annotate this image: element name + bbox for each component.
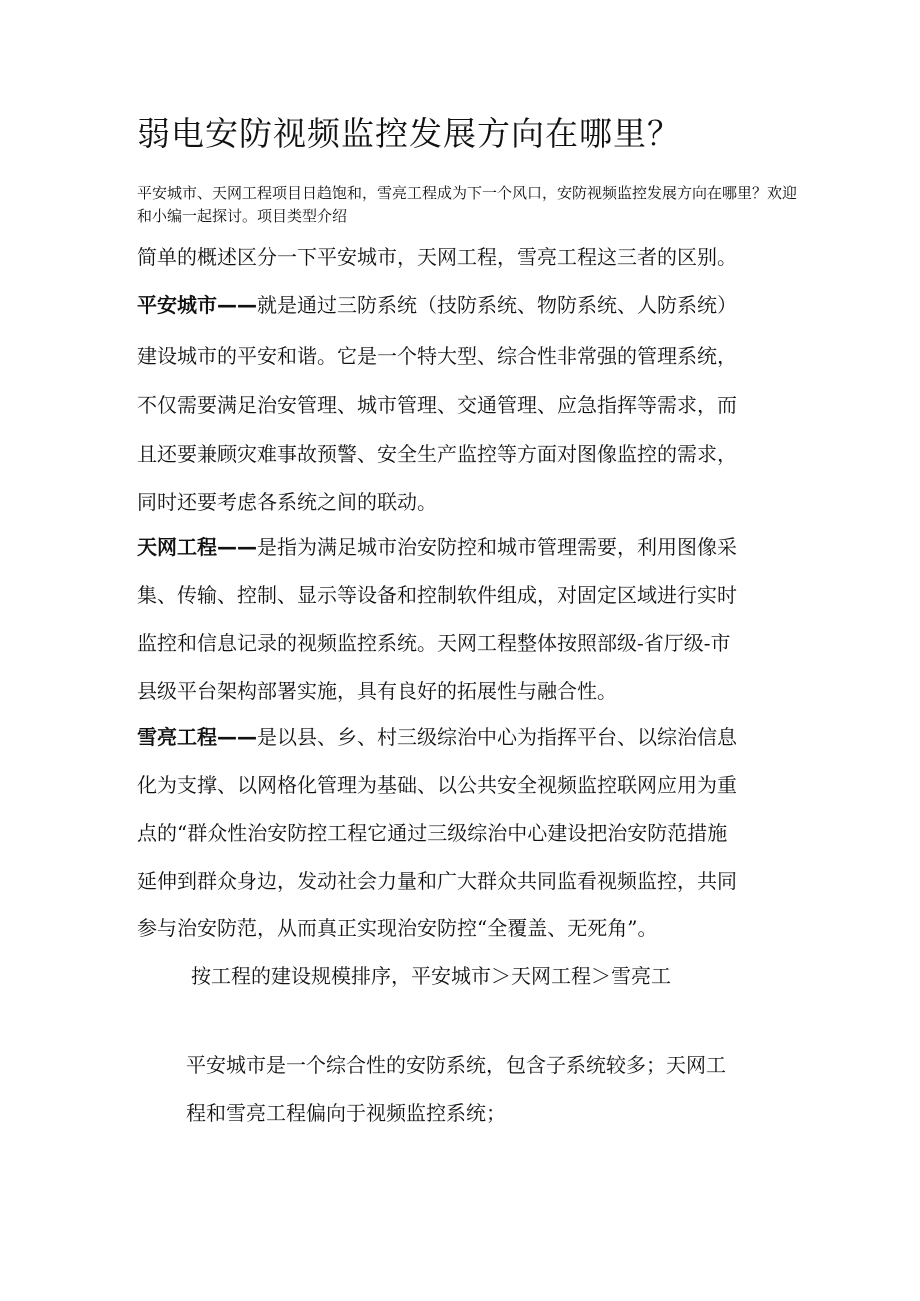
- section-text: 就是通过三防系统（技防系统、物防系统、人防系统）: [257, 293, 737, 317]
- intro-paragraph: 平安城市、天网工程项目日趋饱和，雪亮工程成为下一个风口，安防视频监控发展方向在哪里？欢迎和小编一起探讨。项目类型介绍: [137, 184, 798, 225]
- section-ping-an-line-2: 建设城市的平安和谐。它是一个特大型、综合性非常强的管理系统，: [137, 344, 737, 368]
- term-ping-an-cheng-shi: 平安城市——: [137, 293, 257, 317]
- section-ping-an-line-3: 不仅需要满足治安管理、城市管理、交通管理、应急指挥等需求，而: [137, 393, 737, 417]
- summary-line-1: 平安城市是一个综合性的安防系统，包含子系统较多；天网工: [186, 1053, 726, 1077]
- section-text: 是以县、乡、村三级综治中心为指挥平台、以综治信息: [257, 725, 737, 749]
- section-xue-liang-line-5: 参与治安防范，从而真正实现治安防控“全覆盖、无死角”。: [137, 916, 658, 940]
- section-tian-wang-line-3: 监控和信息记录的视频监控系统。天网工程整体按照部级-省厅级-市: [137, 631, 731, 655]
- section-xue-liang-line-2: 化为支撑、以网格化管理为基础、以公共安全视频监控联网应用为重: [137, 773, 737, 797]
- section-xue-liang-line-4: 延伸到群众身边，发动社会力量和广大群众共同监看视频监控，共同: [137, 869, 737, 893]
- overview-line: 简单的概述区分一下平安城市，天网工程，雪亮工程这三者的区别。: [137, 245, 737, 269]
- term-tian-wang-gong-cheng: 天网工程——: [137, 535, 257, 559]
- section-ping-an-line-1: [137, 290, 737, 320]
- section-xue-liang-line-3: 点的“群众性治安防控工程它通过三级综治中心建设把治安防范措施: [137, 821, 728, 845]
- section-tian-wang-line-1: [137, 532, 737, 562]
- section-ping-an-line-4: 且还要兼顾灾难事故预警、安全生产监控等方面对图像监控的需求，: [137, 442, 737, 466]
- section-xue-liang-line-1: [137, 722, 737, 752]
- section-tian-wang-line-4: 县级平台架构部署实施，具有良好的拓展性与融合性。: [137, 679, 617, 703]
- section-ping-an-line-5: 同时还要考虑各系统之间的联动。: [137, 490, 437, 514]
- summary-line-2: 程和雪亮工程偏向于视频监控系统；: [186, 1101, 506, 1125]
- section-tian-wang-line-2: 集、传输、控制、显示等设备和控制软件组成，对固定区域进行实时: [137, 583, 737, 607]
- page-title: 弱电安防视频监控发展方向在哪里？: [137, 114, 681, 153]
- ranking-line: 按工程的建设规模排序，平安城市＞天网工程＞雪亮工: [191, 964, 671, 988]
- term-xue-liang-gong-cheng: 雪亮工程——: [137, 725, 257, 749]
- section-text: 是指为满足城市治安防控和城市管理需要，利用图像采: [257, 535, 737, 559]
